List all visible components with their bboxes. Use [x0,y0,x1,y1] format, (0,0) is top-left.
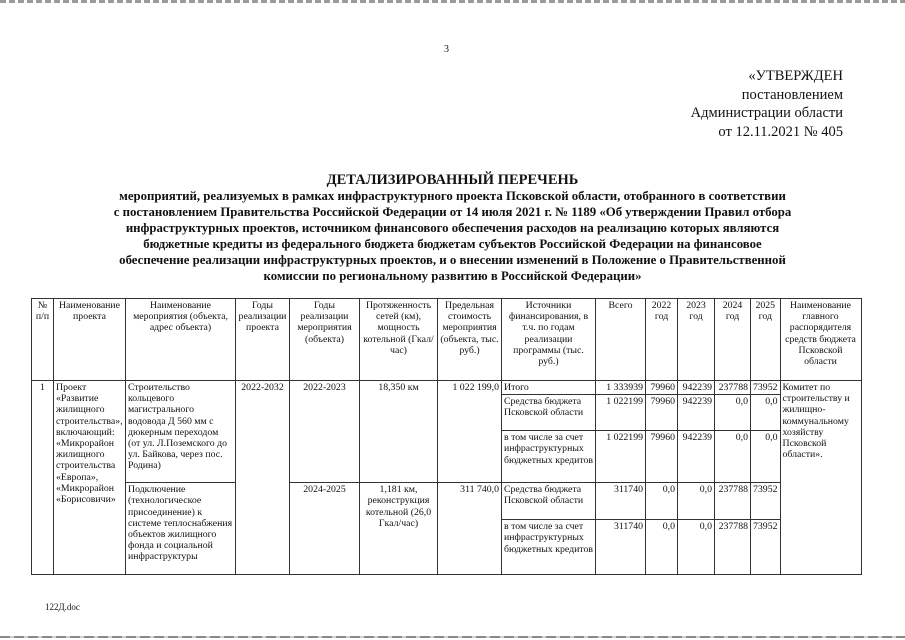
total-cell: 1 022199 [596,395,646,431]
source-cell: Средства бюджета Псковской области [502,483,596,520]
project-name-cell: Проект «Развитие жилищного строительства», включающий: «Микрорайон жилищного строительства «Европа», «Микрорайон «Борисовичи» [54,381,126,575]
header-cell: Протяженность сетей (км), мощность котельной (Гкал/час) [360,299,438,381]
header-cell: 2022 год [646,299,678,381]
measure-name-cell: Подключение (технологическое присоединение) к системе теплоснабжения объектов жилищного фонда и социальной инфраструктуры [126,483,236,575]
measure-years-cell: 2022-2023 [290,381,360,483]
measures-table [31,298,862,575]
row-number-cell: 1 [32,381,54,575]
cost-cell: 311 740,0 [438,483,502,575]
year-2023-cell: 942239 [678,381,715,395]
year-2023-cell: 942239 [678,395,715,431]
total-cell: 1 022199 [596,431,646,483]
source-cell: Средства бюджета Псковской области [502,395,596,431]
table-row [32,483,862,520]
header-cell: Предельная стоимость мероприятия (объекта, тыс. руб.) [438,299,502,381]
file-name-footer: 122Д.doc [45,602,80,612]
subtitle-line: мероприятий, реализуемых в рамках инфраструктурного проекта Псковской области, отобранного в соответствии [119,189,786,203]
document-subtitle [30,189,875,284]
year-2024-cell: 0,0 [715,395,751,431]
scan-edge-top [0,0,905,3]
header-cell: 2023 год [678,299,715,381]
page-number: 3 [444,44,449,55]
subtitle-line: инфраструктурных проектов, источником финансового обеспечения расходов на реализацию которых являются [125,220,780,235]
approval-line: постановлением [741,86,843,103]
header-cell: 2024 год [715,299,751,381]
header-cell: Источники финансирования, в т.ч. по годам реализации программы (тыс. руб.) [502,299,596,381]
year-2025-cell: 73952 [751,483,781,520]
header-cell: Наименование проекта [54,299,126,381]
year-2025-cell: 0,0 [751,395,781,431]
year-2022-cell: 79960 [646,395,678,431]
year-2024-cell: 237788 [715,381,751,395]
year-2024-cell: 237788 [715,483,751,520]
source-cell: Итого [502,381,596,395]
year-2024-cell: 0,0 [715,431,751,483]
year-2025-cell: 73952 [751,520,781,575]
subtitle-line: обеспечение реализации инфраструктурных проектов, и о внесении изменений в Положение о Правительственной [119,252,786,267]
total-cell: 311740 [596,483,646,520]
subtitle-line: бюджетные кредиты из федерального бюджета бюджетам субъектов Российской Федерации на финансовое [143,236,762,251]
year-2024-cell: 237788 [715,520,751,575]
header-cell: № п/п [32,299,54,381]
year-2023-cell: 0,0 [678,520,715,575]
approval-line: от 12.11.2021 № 405 [718,123,843,140]
approval-line: «УТВЕРЖДЕН [748,68,843,84]
year-2022-cell: 0,0 [646,483,678,520]
measure-years-cell: 2024-2025 [290,483,360,575]
header-cell: Годы реализации мероприятия (объекта) [290,299,360,381]
header-cell: 2025 год [751,299,781,381]
document-title: ДЕТАЛИЗИРОВАННЫЙ ПЕРЕЧЕНЬ [326,172,579,188]
scan-edge-bottom [0,636,905,638]
approval-line: Администрации области [690,105,843,121]
subtitle-line: комиссии по региональному развитию в Российской Федерации» [263,268,642,283]
total-cell: 311740 [596,520,646,575]
header-cell: Наименование мероприятия (объекта, адрес объекта) [126,299,236,381]
capacity-cell: 1,181 км, реконструкция котельной (26,0 Гкал/час) [360,483,438,575]
project-years-cell: 2022-2032 [236,381,290,575]
source-cell: в том числе за счет инфраструктурных бюджетных кредитов [502,520,596,575]
approval-block [691,67,843,141]
year-2023-cell: 0,0 [678,483,715,520]
cost-cell: 1 022 199,0 [438,381,502,483]
table-header-row [32,299,862,381]
measure-name-cell: Строительство кольцевого магистрального водовода Д 560 мм с дюкерным переходом (от ул. Л.Поземского до ул. Байкова, через пос. Родина) [126,381,236,483]
year-2025-cell: 73952 [751,381,781,395]
year-2022-cell: 0,0 [646,520,678,575]
year-2022-cell: 79960 [646,431,678,483]
total-cell: 1 333939 [596,381,646,395]
manager-cell: Комитет по строительству и жилищно-коммунальному хозяйству Псковской области». [780,381,861,575]
capacity-cell: 18,350 км [360,381,438,483]
header-cell: Наименование главного распорядителя средств бюджета Псковской области [780,299,861,381]
source-cell: в том числе за счет инфраструктурных бюджетных кредитов [502,431,596,483]
year-2023-cell: 942239 [678,431,715,483]
subtitle-line: с постановлением Правительства Российской Федерации от 14 июля 2021 г. № 1189 «Об утверждении Правил отбора [113,204,792,219]
header-cell: Всего [596,299,646,381]
header-cell: Годы реализации проекта [236,299,290,381]
year-2022-cell: 79960 [646,381,678,395]
year-2025-cell: 0,0 [751,431,781,483]
table-row [32,381,862,395]
